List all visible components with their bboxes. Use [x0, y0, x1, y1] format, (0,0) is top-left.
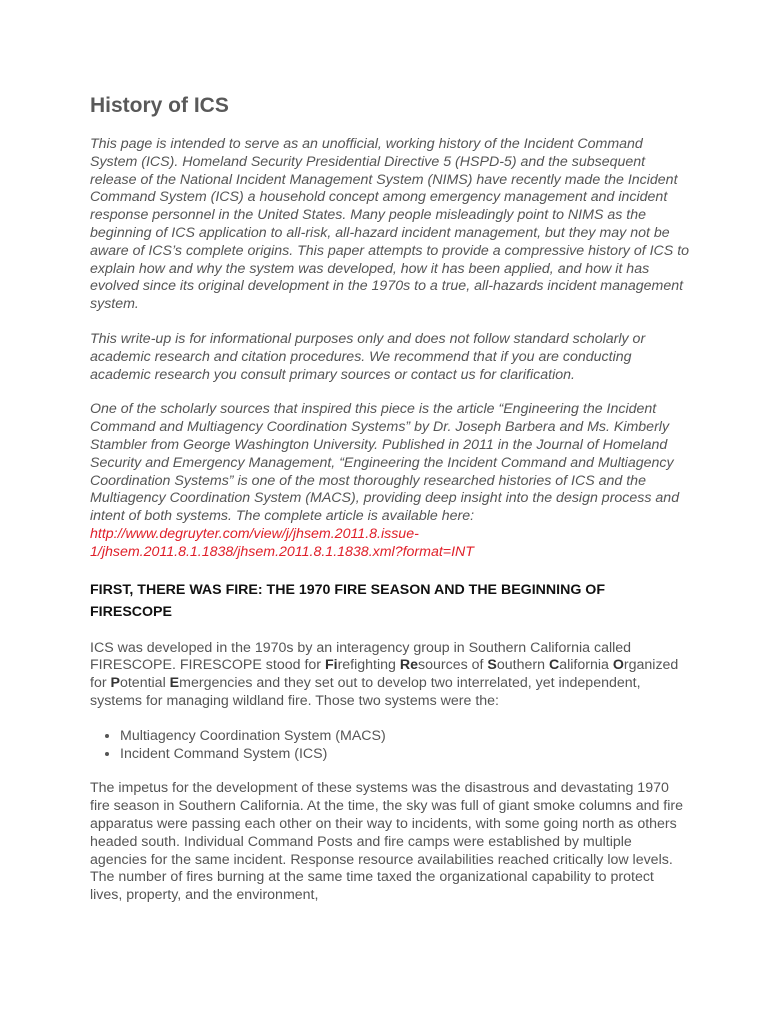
- text-run: alifornia: [559, 657, 613, 674]
- page-title: History of ICS: [90, 94, 229, 117]
- text-run: mergencies and they set out to develop two interrelated, yet independent, systems for managing wildland fire. Those two systems were the:: [90, 675, 641, 709]
- bold-initial: C: [548, 657, 560, 674]
- firescope-paragraph: [90, 640, 690, 711]
- systems-list: [90, 728, 690, 764]
- intro-paragraph-3-text: One of the scholarly sources that inspired this piece is the article “Engineering the Incident Command and Multiagency Coordination Systems” by Dr. Joseph Barbera and Ms. Kimberly Stambler from George Washington University. Published in 2011 in the Journal of Homeland Security and Emergency Management, “Engineering the Incident Command and Multiagency Coordination Systems” is one of the most thoroughly researched histories of ICS and the Multiagency Coordination System (MACS), providing deep insight into the design process and intent of both systems. The complete article is available here:: [90, 401, 680, 525]
- text-run: otential: [119, 675, 170, 692]
- bold-initial: Fi: [324, 657, 338, 674]
- intro-paragraph-1: This page is intended to serve as an unofficial, working history of the Incident Command System (ICS). Homeland Security Presidential Directive 5 (HSPD-5) and the subsequent release of the National Incident Management System (NIMS) have recently made the Incident Command System (ICS) a household concept among emergency management and incident response personnel in the United States. Many people misleadingly point to NIMS as the beginning of ICS application to all-risk, all-hazard incident management, but they may not be aware of ICS’s complete origins. This paper attempts to provide a compressive history of ICS to explain how and why the system was developed, how it has been applied, and how it has evolved since its original development in the 1970s to a true, all-hazards incident management system.: [90, 136, 690, 313]
- intro-paragraph-2: This write-up is for informational purposes only and does not follow standard scholarly or academic research and citation procedures. We recommend that if you are conducting academic research you consult primary sources or contact us for clarification.: [90, 330, 646, 383]
- text-run: outhern: [496, 657, 549, 674]
- bold-initial: S: [487, 657, 497, 674]
- list-item: • Multiagency Coordination System (MACS): [120, 728, 690, 746]
- bold-initial: O: [612, 657, 624, 674]
- text-run: refighting: [337, 657, 400, 674]
- article-link[interactable]: http://www.degruyter.com/view/j/jhsem.2011.8.issue-1/jhsem.2011.8.1.1838/jhsem.2011.8.1.1838.xml?format=INT: [90, 525, 474, 560]
- bold-initial: P: [110, 675, 120, 692]
- intro-section: [90, 136, 690, 562]
- text-run: ICS was developed in the 1970s by an interagency group in Southern California called FIRESCOPE. FIRESCOPE stood for: [90, 639, 632, 674]
- text-run: rganized for: [90, 657, 679, 692]
- intro-paragraph-3: [90, 401, 690, 561]
- bold-initial: E: [169, 675, 180, 692]
- text-run: sources of: [418, 657, 488, 674]
- impetus-paragraph: The impetus for the development of these systems was the disastrous and devastating 1970 fire season in Southern California. At the time, the sky was full of giant smoke columns and fire apparatus were passing each other on their way to incidents, with some going north as others headed south. Individual Command Posts and fire camps were established by multiple agencies for the same incident. Response resource availabilities reached critically low levels. The number of fires burning at the same time taxed the organizational capability to protect lives, property, and the environment,: [90, 780, 684, 904]
- document-page: [90, 92, 690, 922]
- bold-initial: Re: [399, 657, 419, 674]
- section-heading: FIRST, THERE WAS FIRE: THE 1970 FIRE SEASON AND THE BEGINNING OF FIRESCOPE: [90, 581, 606, 620]
- list-item: • Incident Command System (ICS): [120, 746, 690, 764]
